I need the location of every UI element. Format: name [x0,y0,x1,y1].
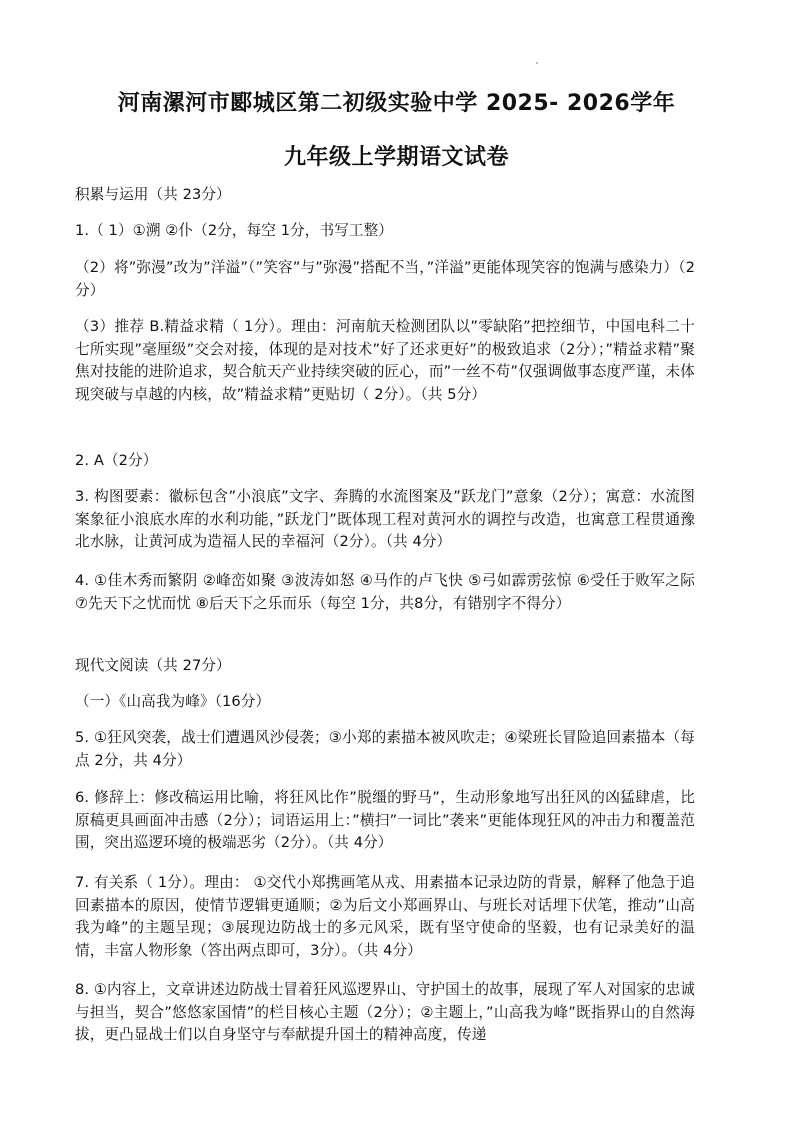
section-heading-accumulation: 积累与运用（共 23分） [75,186,231,203]
document-subtitle: 九年级上学期语文试卷 [283,145,509,170]
section-heading-reading: 现代文阅读（共 27分） [75,657,231,674]
reading-part-one-heading: （一）《山高我为峰》（16分） [75,693,271,710]
answer-1-2: （2）将”弥漫”改为”洋溢”（”笑容”与”弥漫”搭配不当，”洋溢”更能体现笑容的饱满与感染力）（2分） [75,259,695,299]
answer-7: 7. 有关系（ 1分）。理由： ①交代小郑携画笔从戎、用素描本记录边防的背景，解释了他急于追回素描本的原因，使情节逻辑更通顺；②为后文小郑画界山、与班长对话埋下伏笔，推动”山高我为峰”的主题呈现；③展现边防战士的多元风采，既有坚守使命的坚毅，也有记录美好的温情，丰富人物形象（答出两点即可，3分）。（共 4分） [75,874,695,959]
answer-4: 4. ①佳木秀而繁阴 ②峰峦如聚 ③波涛如怒 ④马作的卢飞快 ⑤弓如霹雳弦惊 ⑥受任于败军之际 ⑦先天下之忧而忧 ⑧后天下之乐而乐（每空 1分，共8分，有错别字不得分） [75,572,695,612]
answer-2: 2. A（2分） [75,452,158,469]
answer-1-1: 1.（ 1）①溯 ②仆（2分，每空 1分，书写工整） [75,222,393,239]
answer-3: 3. 构图要素：徽标包含”小浪底”文字、奔腾的水流图案及”跃龙门”意象（2分）；寓意：水流图案象征小浪底水库的水利功能，”跃龙门”既体现工程对黄河水的调控与改造，也寓意工程贯通豫北水脉，让黄河成为造福人民的幸福河（2分）。（共 4分） [75,488,695,550]
answer-6: 6. 修辞上：修改稿运用比喻，将狂风比作”脱缰的野马”，生动形象地写出狂风的凶猛肆虐，比原稿更具画面冲击感（2分）；词语运用上：”横扫”一词比”袭来”更能体现狂风的冲击力和覆盖范围，突出巡逻环境的极端恶劣（2分）。（共 4分） [75,789,695,851]
answer-5: 5. ①狂风突袭，战士们遭遇风沙侵袭；③小郑的素描本被风吹走；④梁班长冒险追回素描本（每点 2分，共 4分） [75,729,695,769]
scan-dot [536,62,538,64]
answer-1-3: （3）推荐 B.精益求精（ 1分）。理由：河南航天检测团队以”零缺陷”把控细节，中国电科二十七所实现”毫厘级”交会对接，体现的是对技术”好了还求更好”的极致追求（2分）；”精益求精”聚焦对技能的进阶追求，契合航天产业持续突破的匠心，而”一丝不苟”仅强调做事态度严谨，未体现突破与卓越的内核，故”精益求精”更贴切（ 2分）。（共 5分） [75,318,695,403]
document-title: 河南漯河市郾城区第二初级实验中学 2025- 2026学年 [117,91,676,116]
answer-8: 8. ①内容上，文章讲述边防战士冒着狂风巡逻界山、守护国土的故事，展现了军人对国家的忠诚与担当，契合”悠悠家国情”的栏目核心主题（2分）；②主题上，”山高我为峰”既指界山的自然海拔，更凸显战士们以自身坚守与奉献提升国土的精神高度，传递 [75,981,695,1043]
